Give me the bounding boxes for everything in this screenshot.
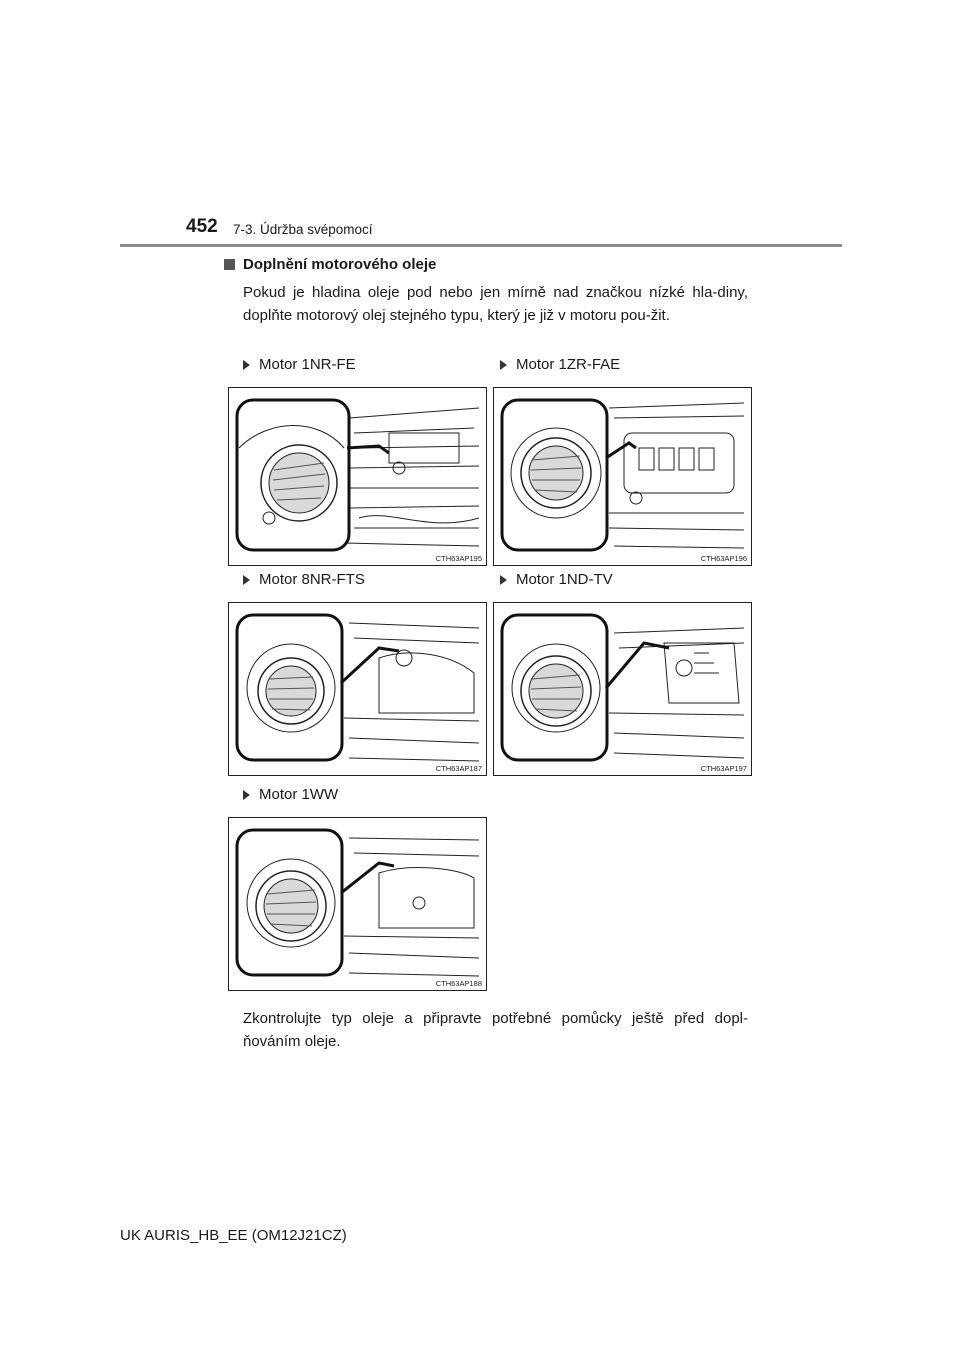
subsection-heading (224, 256, 436, 273)
triangle-bullet-icon (243, 360, 250, 370)
figure-code: CTH63AP197 (700, 764, 747, 773)
triangle-bullet-icon (243, 575, 250, 585)
footer-model-code: UK AURIS_HB_EE (OM12J21CZ) (120, 1227, 347, 1244)
intro-paragraph: Pokud je hladina oleje pod nebo jen mírně nad značkou nízké hla-diny, doplňte motorový olej stejného typu, který je již v motoru pou-žit. (243, 284, 748, 324)
triangle-bullet-icon (500, 360, 507, 370)
figure-illustration (228, 817, 487, 991)
subsection-title: Doplnění motorového oleje (243, 256, 437, 273)
figure-illustration (493, 602, 752, 776)
figure-illustration (228, 602, 487, 776)
figure-caption-label: Motor 8NR-FTS (259, 571, 365, 588)
section-title: 7-3. Údržba svépomocí (233, 222, 373, 237)
figure-caption (243, 356, 356, 373)
figure-illustration (493, 387, 752, 566)
figure-caption-label: Motor 1WW (259, 786, 339, 803)
figure-caption (243, 786, 338, 803)
triangle-bullet-icon (500, 575, 507, 585)
figure-caption-label: Motor 1NR-FE (259, 356, 356, 373)
header-rule (120, 244, 842, 247)
engine-oil-cap-illustration (229, 818, 486, 990)
closing-paragraph: Zkontrolujte typ oleje a připravte potřebné pomůcky ještě před dopl-ňováním oleje. (243, 1010, 748, 1050)
figure-caption-label: Motor 1ND-TV (516, 571, 613, 588)
triangle-bullet-icon (243, 790, 250, 800)
engine-oil-cap-illustration (494, 603, 751, 775)
figure-code: CTH63AP188 (435, 979, 482, 988)
engine-oil-cap-illustration (494, 388, 751, 565)
engine-oil-cap-illustration (229, 388, 486, 565)
figure-code: CTH63AP187 (435, 764, 482, 773)
figure-code: CTH63AP196 (700, 554, 747, 563)
figure-caption-label: Motor 1ZR-FAE (516, 356, 621, 373)
figure-caption (500, 356, 620, 373)
engine-oil-cap-illustration (229, 603, 486, 775)
figure-illustration (228, 387, 487, 566)
page-number: 452 (186, 216, 218, 237)
figure-code: CTH63AP195 (435, 554, 482, 563)
figure-caption (500, 571, 613, 588)
square-bullet-icon (224, 259, 235, 270)
figure-caption (243, 571, 365, 588)
